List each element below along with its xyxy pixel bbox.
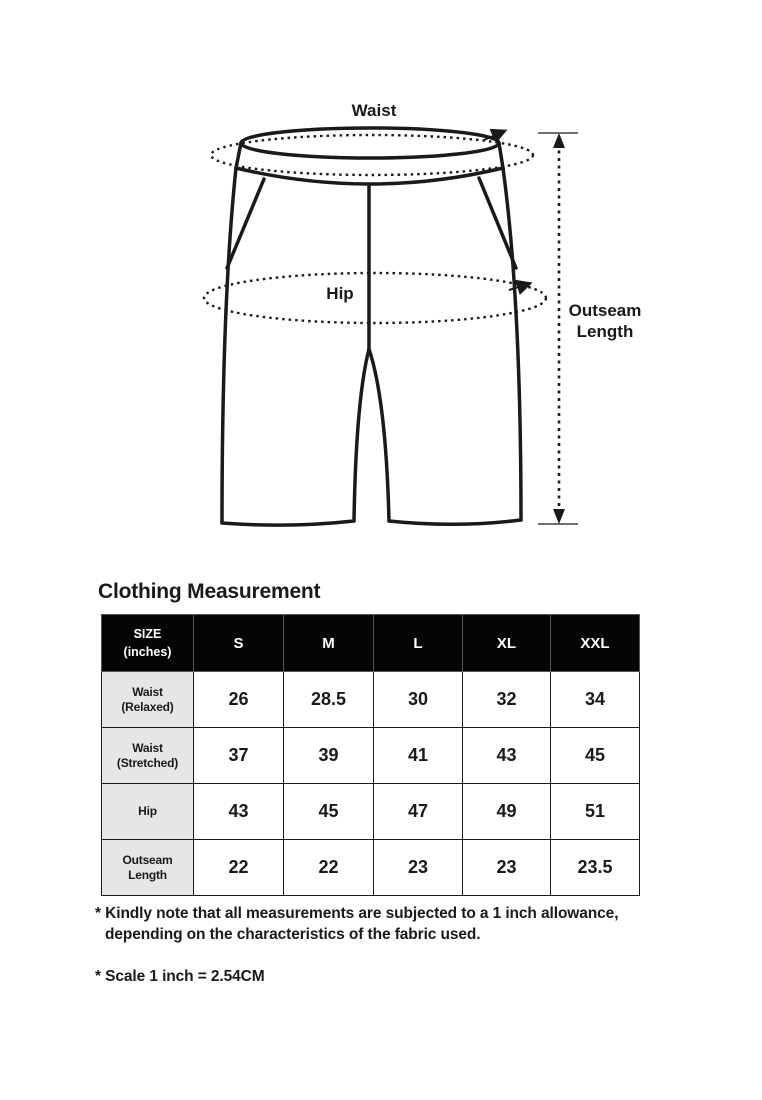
row-label [102,784,194,840]
outseam-arrow-up-icon [553,133,565,148]
left-hem [222,521,354,525]
size-header-xxl: XXL [551,615,640,672]
table-cell: 22 [284,840,374,896]
outseam-label-line2: Length [576,322,634,341]
row-label [102,840,194,896]
size-header-m: M [284,615,374,672]
scale-note [95,966,265,987]
table-cell: 43 [463,728,551,784]
left-outseam [222,168,236,523]
row-label-line2: (Relaxed) [121,699,174,714]
table-cell: 23 [463,840,551,896]
size-table [101,614,640,896]
table-cell: 32 [463,672,551,728]
outseam-measure [538,133,578,524]
corner-line2: (inches) [123,645,172,659]
table-cell: 22 [194,840,284,896]
size-header-s: S [194,615,284,672]
table-cell: 41 [374,728,463,784]
table-cell: 34 [551,672,640,728]
header-row [102,615,640,672]
right-hem [389,520,521,524]
row-label [102,728,194,784]
table-row-hip [102,784,640,840]
right-outseam [503,168,521,520]
table-cell: 49 [463,784,551,840]
table-cell: 47 [374,784,463,840]
table-cell: 45 [284,784,374,840]
waistband-top [241,128,499,158]
table-cell: 30 [374,672,463,728]
outseam-label-line1: Outseam [568,301,642,320]
table-cell: 45 [551,728,640,784]
table-cell: 23.5 [551,840,640,896]
section-title: Clothing Measurement [98,580,321,603]
left-inseam [354,349,369,521]
row-label-line1: Hip [138,804,157,818]
hip-measure-line [204,273,546,323]
hip-arrow [509,285,525,290]
size-header-xl: XL [463,615,551,672]
size-corner-header [102,615,194,672]
hip-label: Hip [326,284,354,303]
row-label [102,672,194,728]
corner-line1: SIZE [133,627,162,641]
allowance-note [95,903,618,945]
table-cell: 28.5 [284,672,374,728]
table-row-outseam-length [102,840,640,896]
scale-note-text: * Scale 1 inch = 2.54CM [95,968,265,985]
table-row-waist-relaxed [102,672,640,728]
row-label-line2: Length [128,867,167,882]
row-label-line2: (Stretched) [116,755,179,770]
row-label-line1: Waist [132,740,163,755]
shorts-outline [222,128,521,525]
row-label-line1: Waist [132,684,163,699]
table-cell: 26 [194,672,284,728]
outseam-arrow-down-icon [553,509,565,524]
table-cell: 43 [194,784,284,840]
table-cell: 51 [551,784,640,840]
table-cell: 23 [374,840,463,896]
table-row-waist-stretched [102,728,640,784]
row-label-line1: Outseam [122,852,173,867]
size-header-l: L [374,615,463,672]
allowance-note-line2: depending on the characteristics of the fabric used. [105,926,481,943]
allowance-note-line1: * Kindly note that all measurements are subjected to a 1 inch allowance, [95,905,619,922]
table-cell: 39 [284,728,374,784]
waist-label: Waist [351,101,397,120]
right-inseam [369,349,389,521]
table-cell: 37 [194,728,284,784]
